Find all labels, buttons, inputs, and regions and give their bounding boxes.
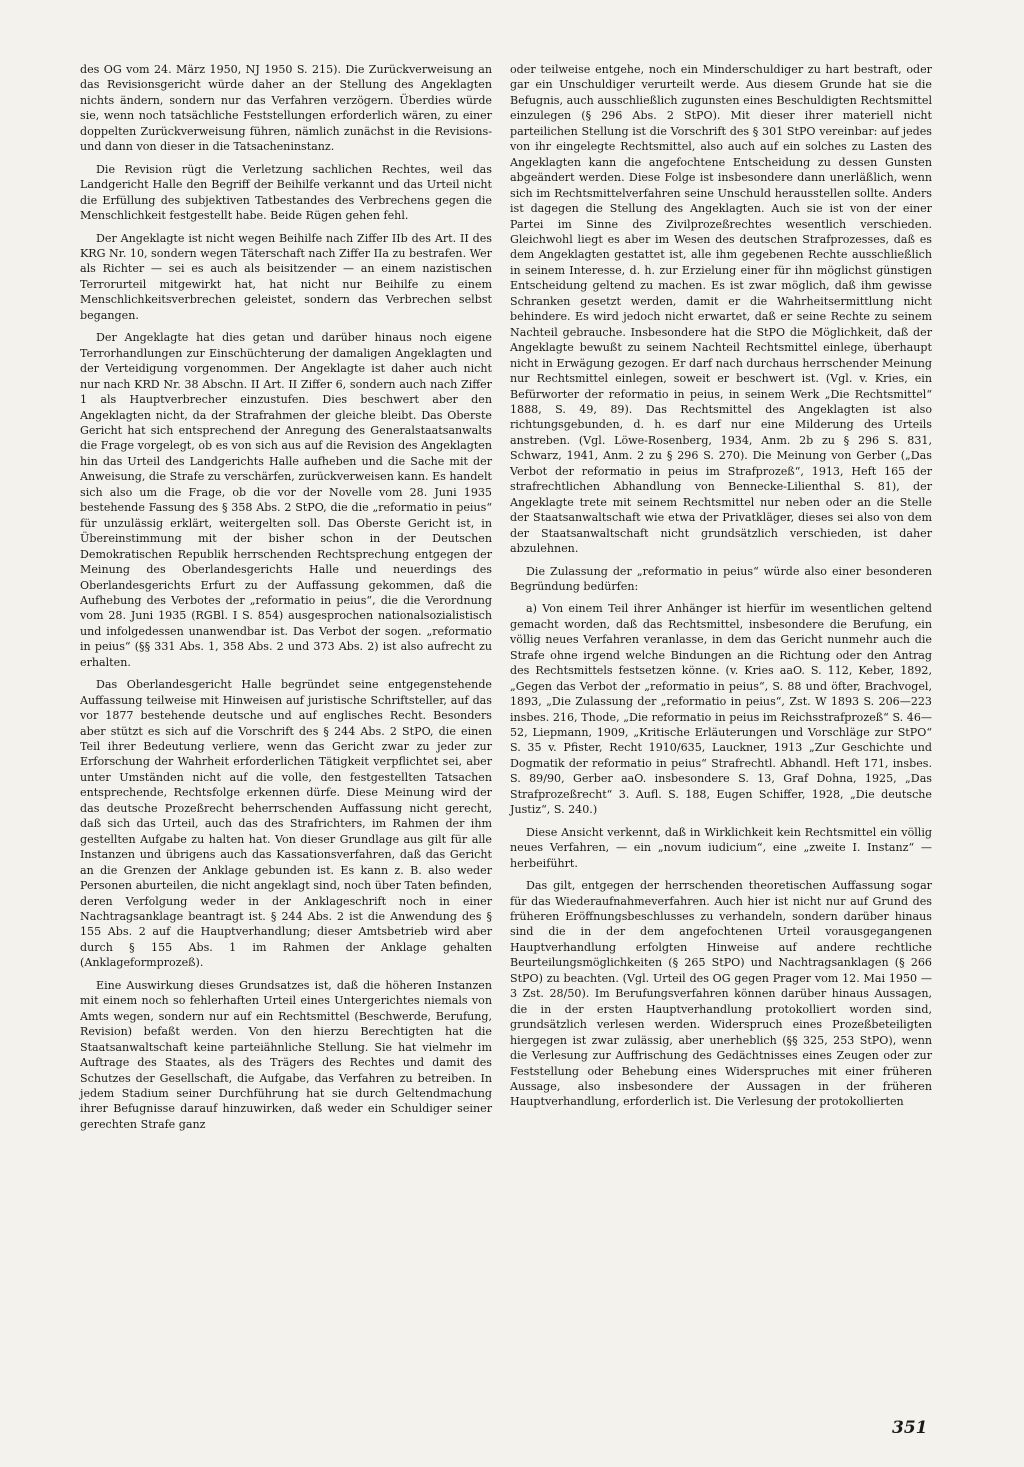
- paragraph: Der Angeklagte ist nicht wegen Beihilfe nach Ziffer IIb des Art. II des KRG Nr. 10, sondern wegen Täterschaft nach Ziffer IIa zu bestrafen. Wer als Richter — sei es auch als beisitzender — an einem nazistischen Terrorurteil mitgewirkt hat, hat nicht nur Beihilfe zu einem Menschlichkeitsverbrechen geleistet, sondern das Verbrechen selbst begangen.: [80, 231, 492, 322]
- paragraph: Der Angeklagte hat dies getan und darüber hinaus noch eigene Terrorhandlungen zur Einschüchterung der damaligen Angeklagten und der Verteidigung vorgenommen. Der Angeklagte ist daher auch nicht nur nach KRD Nr. 38 Abschn. II Art. II Ziffer 6, sondern auch nach Ziffer 1 als Hauptverbrecher einzustufen. Dies beschwert aber den Angeklagten nicht, da der Strafrahmen der gleiche bleibt. Das Oberste Gericht hat sich entsprechend der Anregung des Generalstaatsanwalts die Frage vorgelegt, ob es von sich aus auf die Revision des Angeklagten hin das Urteil des Landgerichts Halle aufheben und die Sache mit der Anweisung, die Strafe zu verschärfen, zurückverweisen kann. Es handelt sich also um die Frage, ob die vor der Novelle vom 28. Juni 1935 bestehende Fassung des § 358 Abs. 2 StPO, die die „reformatio in peius“ für unzulässig erklärt, weitergelten soll. Das Oberste Gericht ist, in Übereinstimmung mit der bisher schon in der Deutschen Demokratischen Republik herrschenden Rechtsprechung entgegen der Meinung des Oberlandesgerichts Halle und neuerdings des Oberlandesgerichts Erfurt zu der Auffassung gekommen, daß die Aufhebung des Verbotes der „reformatio in peius“, die die Verordnung vom 28. Juni 1935 (RGBl. I S. 854) ausgesprochen nationalsozialistisch und infolgedessen unanwendbar ist. Das Verbot der sogen. „reformatio in peius“ (§§ 331 Abs. 1, 358 Abs. 2 und 373 Abs. 2) ist also aufrecht zu erhalten.: [80, 331, 492, 669]
- paragraph: oder teilweise entgehe, noch ein Minderschuldiger zu hart bestraft, oder gar ein Unschuldiger verurteilt werde. Aus diesem Grunde hat sie die Befugnis, auch ausschließlich zugunsten eines Beschuldigten Rechtsmittel einzulegen (§ 296 Abs. 2 StPO). Mit dieser ihrer materiell nicht parteilichen Stellung ist die Vorschrift des § 301 StPO vereinbar: auf jedes von ihr eingelegte Rechtsmittel, also auch auf ein solches zu Lasten des Angeklagten kann die angefochtene Entscheidung zu dessen Gunsten abgeändert werden. Diese Folge ist insbesondere dann unerläßlich, wenn sich im Rechtsmittelverfahren seine Unschuld herausstellen sollte. Anders ist dagegen die Stellung des Angeklagten. Auch sie ist von der einer Partei im Sinne des Zivilprozeßrechtes wesentlich verschieden. Gleichwohl liegt es aber im Wesen des deutschen Strafprozesses, daß es dem Angeklagten gestattet ist, alle ihm gegebenen Rechte ausschließlich in seinem Interesse, d. h. zur Erzielung einer für ihn möglichst günstigen Entscheidung geltend zu machen. Es ist zwar möglich, daß ihm gewisse Schranken gesetzt werden, damit er die Wahrheitsermittlung nicht behindere. Es wird jedoch nicht erwartet, daß er seine Rechte zu seinem Nachteil gebrauche. Insbesondere hat die StPO die Möglichkeit, daß der Angeklagte bewußt zu seinem Nachteil Rechtsmittel einlege, überhaupt nicht in Erwägung gezogen. Er darf nach durchaus herrschender Meinung nur Rechtsmittel einlegen, soweit er beschwert ist. (Vgl. v. Kries, ein Befürworter der reformatio in peius, in seinem Werk „Die Rechtsmittel“ 1888, S. 49, 89). Das Rechtsmittel des Angeklagten ist also richtungsgebunden, d. h. es darf nur eine Milderung des Urteils anstreben. (Vgl. Löwe-Rosenberg, 1934, Anm. 2b zu § 296 S. 831, Schwarz, 1941, Anm. 2 zu § 296 S. 270). Die Meinung von Gerber („Das Verbot der reformatio in peius im Strafprozeß“, 1913, Heft 165 der strafrechtlichen Abhandlung von Bennecke-Lilienthal S. 81), der Angeklagte trete mit seinem Rechtsmittel nur neben oder an die Stelle der Staatsanwaltschaft wie etwa der Privatkläger, dieses sei also von dem der Staatsanwaltschaft nicht grundsätzlich verschieden, ist daher abzulehnen.: [510, 63, 932, 556]
- paragraph: des OG vom 24. März 1950, NJ 1950 S. 215). Die Zurückverweisung an das Revisionsgericht würde daher an der Stellung des Angeklagten nichts ändern, sondern nur das Verfahren verzögern. Überdies würde sie, wenn noch tatsächliche Feststellungen erforderlich wären, zu einer doppelten Zurückverweisung führen, nämlich zunächst in die Revisions- und dann von dieser in die Tatsacheninstanz.: [80, 63, 492, 154]
- paragraph: Das gilt, entgegen der herrschenden theoretischen Auffassung sogar für das Wiederaufnahmeverfahren. Auch hier ist nicht nur auf Grund des früheren Eröffnungsbeschlusses zu verhandeln, sondern darüber hinaus sind die in der dem angefochtenen Urteil vorausgegangenen Hauptverhandlung erfolgten Hinweise auf andere rechtliche Beurteilungsmöglichkeiten (§ 265 StPO) und Nachtragsanklagen (§ 266 StPO) zu beachten. (Vgl. Urteil des OG gegen Prager vom 12. Mai 1950 — 3 Zst. 28/50). Im Berufungsverfahren können darüber hinaus Aussagen, die in der ersten Hauptverhandlung protokolliert worden sind, grundsätzlich verlesen werden. Widerspruch eines Prozeßbeteiligten hiergegen ist zwar zulässig, aber unerheblich (§§ 325, 253 StPO), wenn die Verlesung zur Auffrischung des Gedächtnisses eines Zeugen oder zur Feststellung oder Behebung eines Widerspruches mit einer früheren Aussage, also insbesondere der Aussagen in der früheren Hauptverhandlung, erforderlich ist. Die Verlesung der protokollierten: [510, 879, 932, 1109]
- left-column: [80, 62, 492, 1139]
- paragraph: Die Revision rügt die Verletzung sachlichen Rechtes, weil das Landgericht Halle den Begriff der Beihilfe verkannt und das Urteil nicht die Erfüllung des subjektiven Tatbestandes des Verbrechens gegen die Menschlichkeit festgestellt habe. Beide Rügen gehen fehl.: [80, 162, 492, 223]
- paragraph: Diese Ansicht verkennt, daß in Wirklichkeit kein Rechtsmittel ein völlig neues Verfahren, — ein „novum iudicium“, eine „zweite I. Instanz“ — herbeiführt.: [510, 825, 932, 870]
- paragraph: a) Von einem Teil ihrer Anhänger ist hierfür im wesentlichen geltend gemacht worden, daß das Rechtsmittel, insbesondere die Berufung, ein völlig neues Verfahren veranlasse, in dem das Gericht nunmehr auch die Strafe ohne irgend welche Bindungen an die Richtung oder den Antrag des Rechtsmittels festsetzen könne. (v. Kries aaO. S. 112, Keber, 1892, „Gegen das Verbot der „reformatio in peius“, S. 88 und öfter, Brachvogel, 1893, „Die Zulassung der „reformatio in peius“, Zst. W 1893 S. 206—223 insbes. 216, Thode, „Die reformatio in peius im Reichsstrafprozeß“ S. 46—52, Liepmann, 1909, „Kritische Erläuterungen und Vorschläge zur StPO“ S. 35 v. Pfister, Recht 1910/635, Lauckner, 1913 „Zur Geschichte und Dogmatik der reformatio in peius“ Strafrechtl. Abhandl. Heft 171, insbes. S. 89/90, Gerber aaO. insbesondere S. 13, Graf Dohna, 1925, „Das Strafprozeßrecht“ 3. Aufl. S. 188, Eugen Schiffer, 1928, „Die deutsche Justiz“, S. 240.): [510, 602, 932, 817]
- paragraph: Eine Auswirkung dieses Grundsatzes ist, daß die höheren Instanzen mit einem noch so fehlerhaften Urteil eines Untergerichtes niemals von Amts wegen, sondern nur auf ein Rechtsmittel (Beschwerde, Berufung, Revision) befaßt werden. Von den hierzu Berechtigten hat die Staatsanwaltschaft keine parteiähnliche Stellung. Sie hat vielmehr im Auftrage des Staates, als des Trägers des Rechtes und damit des Schutzes der Gesellschaft, die Aufgabe, das Verfahren zu betreiben. In jedem Stadium seiner Durchführung hat sie durch Geltendmachung ihrer Befugnisse darauf hinzuwirken, daß weder ein Schuldiger seiner gerechten Strafe ganz: [80, 978, 492, 1131]
- paragraph: Die Zulassung der „reformatio in peius“ würde also einer besonderen Begründung bedürfen:: [510, 564, 932, 593]
- page-number: 351: [892, 1418, 928, 1438]
- right-column: [510, 62, 932, 1117]
- paragraph: Das Oberlandesgericht Halle begründet seine entgegenstehende Auffassung teilweise mit Hinweisen auf juristische Schriftsteller, auf das vor 1877 bestehende deutsche und auf englisches Recht. Besonders aber stützt es sich auf die Vorschrift des § 244 Abs. 2 StPO, die einen Teil ihrer Bedeutung verliere, wenn das Gericht zwar zu jeder zur Erforschung der Wahrheit erforderlichen Tätigkeit verpflichtet sei, aber unter Umständen nicht auf die volle, den festgestellten Tatsachen entsprechende, Rechtsfolge erkennen dürfe. Diese Meinung wird der das deutsche Prozeßrecht beherrschenden Auffassung nicht gerecht, daß sich das Urteil, auch das des Strafrichters, im Rahmen der ihm gestellten Aufgabe zu halten hat. Von dieser Grundlage aus gilt für alle Instanzen und übrigens auch das Kassationsverfahren, daß das Gericht an die Grenzen der Anklage gebunden ist. Es kann z. B. also weder Personen aburteilen, die nicht angeklagt sind, noch über Taten befinden, deren Verfolgung weder in der Anklageschrift noch in einer Nachtragsanklage beantragt ist. § 244 Abs. 2 ist die Anwendung des § 155 Abs. 2 auf die Hauptverhandlung; dieser Amtsbetrieb wird aber durch § 155 Abs. 1 im Rahmen der Anklage gehalten (Anklageformprozeß).: [80, 678, 492, 970]
